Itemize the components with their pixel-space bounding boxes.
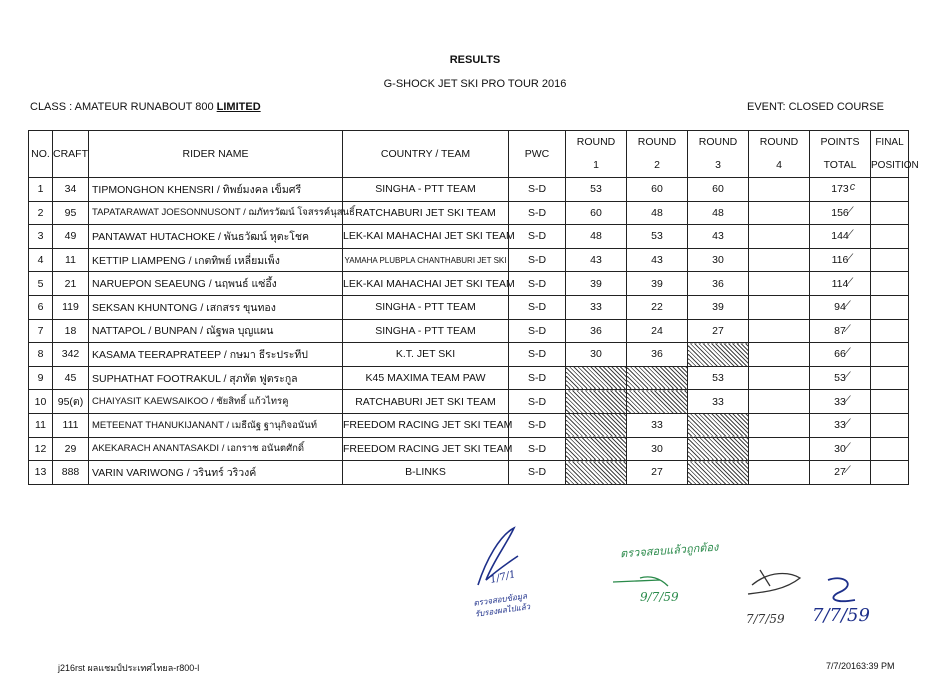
cell-rider-name: AKEKARACH ANANTASAKDI / เอกราช อนันตศักดิ์ <box>89 437 343 461</box>
col-craft: CRAFT <box>53 131 89 178</box>
points-total-value: 173 <box>831 183 849 196</box>
cell-country-team: SINGHA - PTT TEAM <box>343 319 509 343</box>
cell-round-3: 30 <box>688 248 749 272</box>
round-3-label: ROUND <box>698 136 738 148</box>
cell-country-team: K.T. JET SKI <box>343 343 509 367</box>
cell-pwc: S-D <box>509 225 566 249</box>
cell-craft: 21 <box>53 272 89 296</box>
cell-round-2: 48 <box>627 201 688 225</box>
cell-rider-name: PANTAWAT HUTACHOKE / พันธวัฒน์ หุตะโชค <box>89 225 343 249</box>
class-emphasis: LIMITED <box>216 101 261 113</box>
cell-pwc: S-D <box>509 272 566 296</box>
cell-rider-name: NARUEPON SEAEUNG / นฤพนธ์ แซ่อึ้ง <box>89 272 343 296</box>
cell-no: 4 <box>29 248 53 272</box>
cell-country-team: FREEDOM RACING JET SKI TEAM <box>343 413 509 437</box>
cell-craft: 11 <box>53 248 89 272</box>
cell-round-2: 43 <box>627 248 688 272</box>
cell-rider-name: TAPATARAWAT JOESONNUSONT / ฌภัทรวัฒน์ โจสรรค์นุสนธิ์ <box>89 201 343 225</box>
cell-country-team: SINGHA - PTT TEAM <box>343 295 509 319</box>
cell-round-2: 36 <box>627 343 688 367</box>
cell-no: 7 <box>29 319 53 343</box>
cell-pwc: S-D <box>509 366 566 390</box>
cell-rider-name: KASAMA TEERAPRATEEP / กษมา ธีระประทีป <box>89 343 343 367</box>
cell-round-2: 53 <box>627 225 688 249</box>
check-mark-icon: ⁄ <box>846 322 849 335</box>
cell-round-3: 60 <box>688 178 749 202</box>
cell-round-3: 43 <box>688 225 749 249</box>
cell-round-2: 24 <box>627 319 688 343</box>
cell-craft: 111 <box>53 413 89 437</box>
check-mark-icon: ⁄ <box>846 464 849 477</box>
cell-pwc: S-D <box>509 437 566 461</box>
cell-no: 1 <box>29 178 53 202</box>
check-mark-icon: ⁄ <box>849 275 852 288</box>
cell-pwc: S-D <box>509 248 566 272</box>
round-4-num: 4 <box>776 159 782 171</box>
col-pwc: PWC <box>509 131 566 178</box>
cell-country-team: RATCHABURI JET SKI TEAM <box>343 201 509 225</box>
cell-round-2: 33 <box>627 413 688 437</box>
position-label: POSITION <box>871 160 919 171</box>
cell-country-team: FREEDOM RACING JET SKI TEAM <box>343 437 509 461</box>
col-rider-name: RIDER NAME <box>89 131 343 178</box>
cell-craft: 18 <box>53 319 89 343</box>
cell-rider-name: CHAIYASIT KAEWSAIKOO / ชัยสิทธิ์ แก้วไทรคู <box>89 390 343 414</box>
cell-craft: 29 <box>53 437 89 461</box>
signature-2-underline-icon <box>613 577 668 586</box>
cell-no: 5 <box>29 272 53 296</box>
round-4-label: ROUND <box>759 136 799 148</box>
cell-round-3: 53 <box>688 366 749 390</box>
cell-pwc: S-D <box>509 319 566 343</box>
cell-round-1: 60 <box>566 201 627 225</box>
cell-round-3: 48 <box>688 201 749 225</box>
points-total-value: 116 <box>831 254 849 267</box>
cell-no: 12 <box>29 437 53 461</box>
check-mark-icon: c <box>849 181 856 194</box>
class-text: CLASS : AMATEUR RUNABOUT 800 <box>30 101 217 113</box>
cell-round-3: 33 <box>688 390 749 414</box>
cell-no: 9 <box>29 366 53 390</box>
check-mark-icon: ⁄ <box>846 440 849 453</box>
signature-2-note: ตรวจสอบแล้วถูกต้อง <box>619 540 719 561</box>
points-label: POINTS <box>820 136 860 148</box>
signature-1-note: ตรวจสอบข้อมูล รับรองผลไปแล้ว <box>472 591 531 619</box>
cell-no: 3 <box>29 225 53 249</box>
check-mark-icon: ⁄ <box>849 228 852 241</box>
final-label: FINAL <box>875 137 904 148</box>
cell-country-team: RATCHABURI JET SKI TEAM <box>343 390 509 414</box>
check-mark-icon: ⁄ <box>846 370 849 383</box>
cell-craft: 49 <box>53 225 89 249</box>
points-total-value: 144 <box>831 230 849 243</box>
cell-country-team: SINGHA - PTT TEAM <box>343 178 509 202</box>
cell-round-1: 43 <box>566 248 627 272</box>
points-total-value: 87 <box>834 324 846 337</box>
cell-pwc: S-D <box>509 390 566 414</box>
signature-3-icon <box>748 570 800 594</box>
signature-1-date: 1/7/1 <box>489 569 517 586</box>
cell-no: 10 <box>29 390 53 414</box>
cell-rider-name: SUPHATHAT FOOTRAKUL / สุภทัต ฟูตระกูล <box>89 366 343 390</box>
cell-rider-name: NATTAPOL / BUNPAN / ณัฐพล บุญแผน <box>89 319 343 343</box>
signature-4-icon <box>828 578 855 601</box>
cell-craft: 34 <box>53 178 89 202</box>
cell-country-team: LEK-KAI MAHACHAI JET SKI TEAM <box>343 272 509 296</box>
cell-pwc: S-D <box>509 178 566 202</box>
check-mark-icon: ⁄ <box>849 204 852 217</box>
cell-craft: 45 <box>53 366 89 390</box>
cell-pwc: S-D <box>509 295 566 319</box>
cell-round-1: 53 <box>566 178 627 202</box>
cell-no: 6 <box>29 295 53 319</box>
round-1-label: ROUND <box>576 136 616 148</box>
cell-craft: 95 <box>53 201 89 225</box>
cell-round-3: 39 <box>688 295 749 319</box>
cell-round-3: 27 <box>688 319 749 343</box>
cell-country-team: B-LINKS <box>343 461 509 485</box>
points-total-value: 33 <box>834 395 846 408</box>
cell-craft: 342 <box>53 343 89 367</box>
points-total-value: 30 <box>834 442 846 455</box>
total-label: TOTAL <box>823 159 857 171</box>
cell-round-2: 22 <box>627 295 688 319</box>
points-total-value: 156 <box>831 206 849 219</box>
points-total-value: 27 <box>834 466 846 479</box>
footer-timestamp: 7/7/20163:39 PM <box>826 661 895 671</box>
cell-craft: 119 <box>53 295 89 319</box>
results-title: RESULTS <box>449 54 501 66</box>
check-mark-icon: ⁄ <box>846 417 849 430</box>
footer-file-name: j216rst ผลแชมป์ประเทศไทยล-r800-l <box>58 663 200 673</box>
cell-pwc: S-D <box>509 413 566 437</box>
points-total-value: 114 <box>831 277 849 290</box>
check-mark-icon: ⁄ <box>846 299 849 312</box>
points-total-value: 53 <box>834 372 846 385</box>
cell-pwc: S-D <box>509 461 566 485</box>
event-label: EVENT: CLOSED COURSE <box>747 101 884 113</box>
cell-round-2: 27 <box>627 461 688 485</box>
check-mark-icon: ⁄ <box>849 252 852 265</box>
cell-pwc: S-D <box>509 343 566 367</box>
cell-rider-name: VARIN VARIWONG / วรินทร์ วริวงค์ <box>89 461 343 485</box>
round-1-num: 1 <box>593 159 599 171</box>
cell-rider-name: METEENAT THANUKIJANANT / เมธีณัฐ ฐานุกิจอนันท์ <box>89 413 343 437</box>
check-mark-icon: ⁄ <box>846 393 849 406</box>
col-no: NO. <box>29 131 53 178</box>
cell-country-team: LEK-KAI MAHACHAI JET SKI TEAM <box>343 225 509 249</box>
cell-round-1: 36 <box>566 319 627 343</box>
points-total-value: 33 <box>834 419 846 432</box>
signature-3-date: 7/7/59 <box>746 612 785 626</box>
cell-pwc: S-D <box>509 201 566 225</box>
cell-no: 2 <box>29 201 53 225</box>
cell-rider-name: TIPMONGHON KHENSRI / ทิพย์มงคล เข็มศรี <box>89 178 343 202</box>
cell-round-2: 30 <box>627 437 688 461</box>
cell-rider-name: SEKSAN KHUNTONG / เสกสรร ขุนทอง <box>89 295 343 319</box>
cell-no: 13 <box>29 461 53 485</box>
event-series-title: G-SHOCK JET SKI PRO TOUR 2016 <box>383 78 567 90</box>
cell-craft: 888 <box>53 461 89 485</box>
points-total-value: 66 <box>834 348 846 361</box>
round-3-num: 3 <box>715 159 721 171</box>
cell-round-3: 36 <box>688 272 749 296</box>
round-2-num: 2 <box>654 159 660 171</box>
check-mark-icon: ⁄ <box>846 346 849 359</box>
cell-round-1: 48 <box>566 225 627 249</box>
cell-no: 8 <box>29 343 53 367</box>
cell-rider-name: KETTIP LIAMPENG / เกตทิพย์ เหลี่ยมเพ็ง <box>89 248 343 272</box>
cell-country-team: K45 MAXIMA TEAM PAW <box>343 366 509 390</box>
signature-4-date: 7/7/59 <box>812 605 870 626</box>
cell-round-1: 39 <box>566 272 627 296</box>
cell-round-2: 60 <box>627 178 688 202</box>
signature-2-date: 9/7/59 <box>640 590 679 604</box>
cell-country-team: YAMAHA PLUBPLA CHANTHABURI JET SKI <box>343 248 509 272</box>
points-total-value: 94 <box>834 301 846 314</box>
cell-no: 11 <box>29 413 53 437</box>
col-country-team: COUNTRY / TEAM <box>343 131 509 178</box>
round-2-label: ROUND <box>637 136 677 148</box>
cell-craft: 95(ต) <box>53 390 89 414</box>
cell-round-1: 33 <box>566 295 627 319</box>
cell-round-2: 39 <box>627 272 688 296</box>
cell-round-1: 30 <box>566 343 627 367</box>
